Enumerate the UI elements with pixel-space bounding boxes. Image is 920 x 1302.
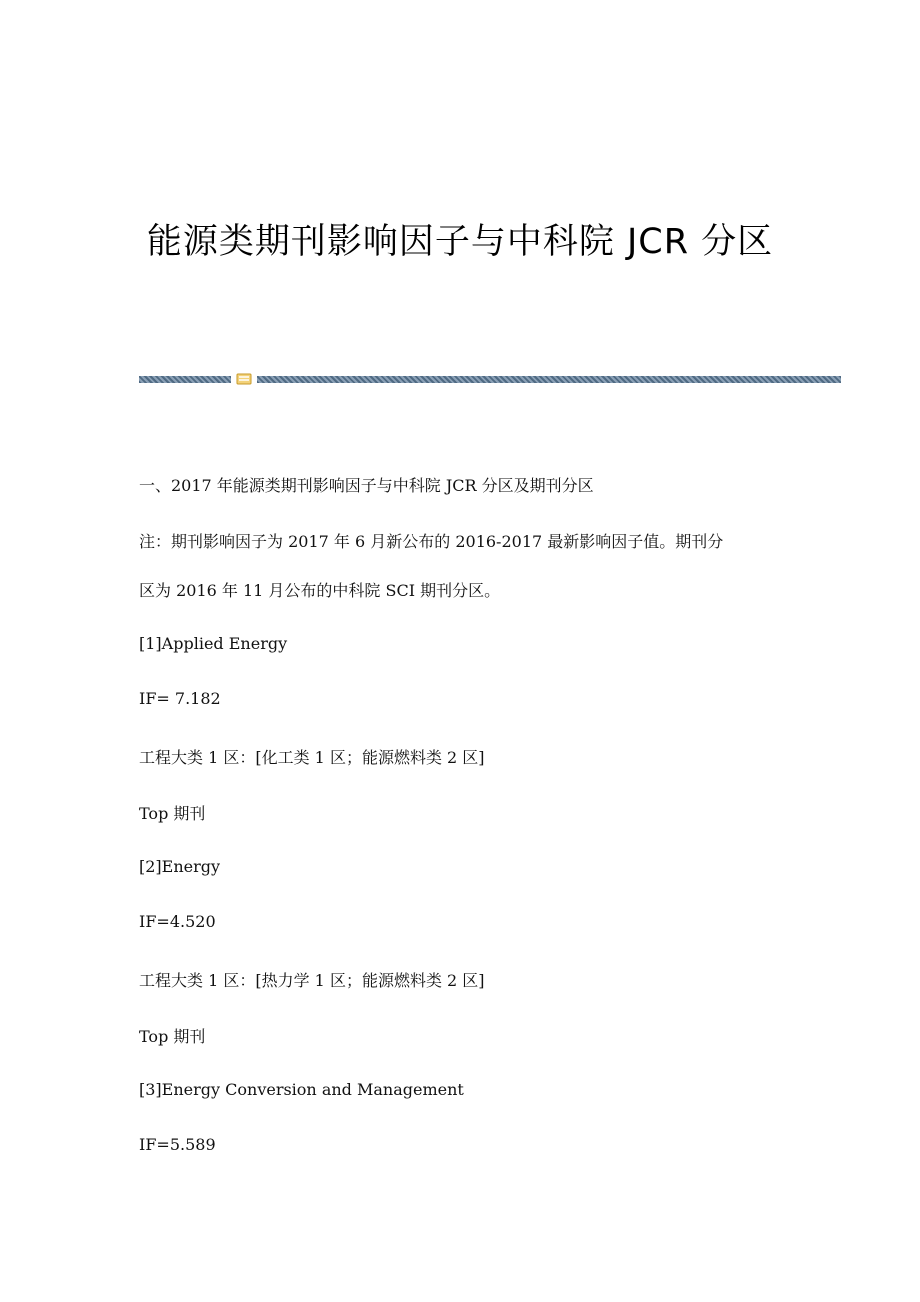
note-line-1: 注：期刊影响因子为 2017 年 6 月新公布的 2016-2017 最新影响因子值。期刊分 (139, 532, 724, 551)
document-title: 能源类期刊影响因子与中科院 JCR 分区 (146, 222, 774, 262)
divider-bar-left (139, 376, 231, 383)
title-divider (139, 372, 841, 386)
journal-1-name: [1]Applied Energy (139, 634, 288, 653)
journal-3-if: IF=5.589 (139, 1135, 216, 1154)
divider-bar-right (257, 376, 841, 383)
journal-2-if: IF=4.520 (139, 912, 216, 931)
divider-ornament-icon (236, 372, 252, 386)
section-heading: 一、2017 年能源类期刊影响因子与中科院 JCR 分区及期刊分区 (139, 476, 594, 495)
journal-2-zone: 工程大类 1 区：[热力学 1 区；能源燃料类 2 区] (139, 971, 485, 990)
journal-2-top: Top 期刊 (139, 1027, 206, 1046)
journal-1-top: Top 期刊 (139, 804, 206, 823)
journal-2-name: [2]Energy (139, 857, 221, 876)
note-line-2: 区为 2016 年 11 月公布的中科院 SCI 期刊分区。 (139, 581, 501, 600)
journal-3-name: [3]Energy Conversion and Management (139, 1080, 464, 1099)
journal-1-if: IF= 7.182 (139, 689, 221, 708)
journal-1-zone: 工程大类 1 区：[化工类 1 区；能源燃料类 2 区] (139, 748, 485, 767)
